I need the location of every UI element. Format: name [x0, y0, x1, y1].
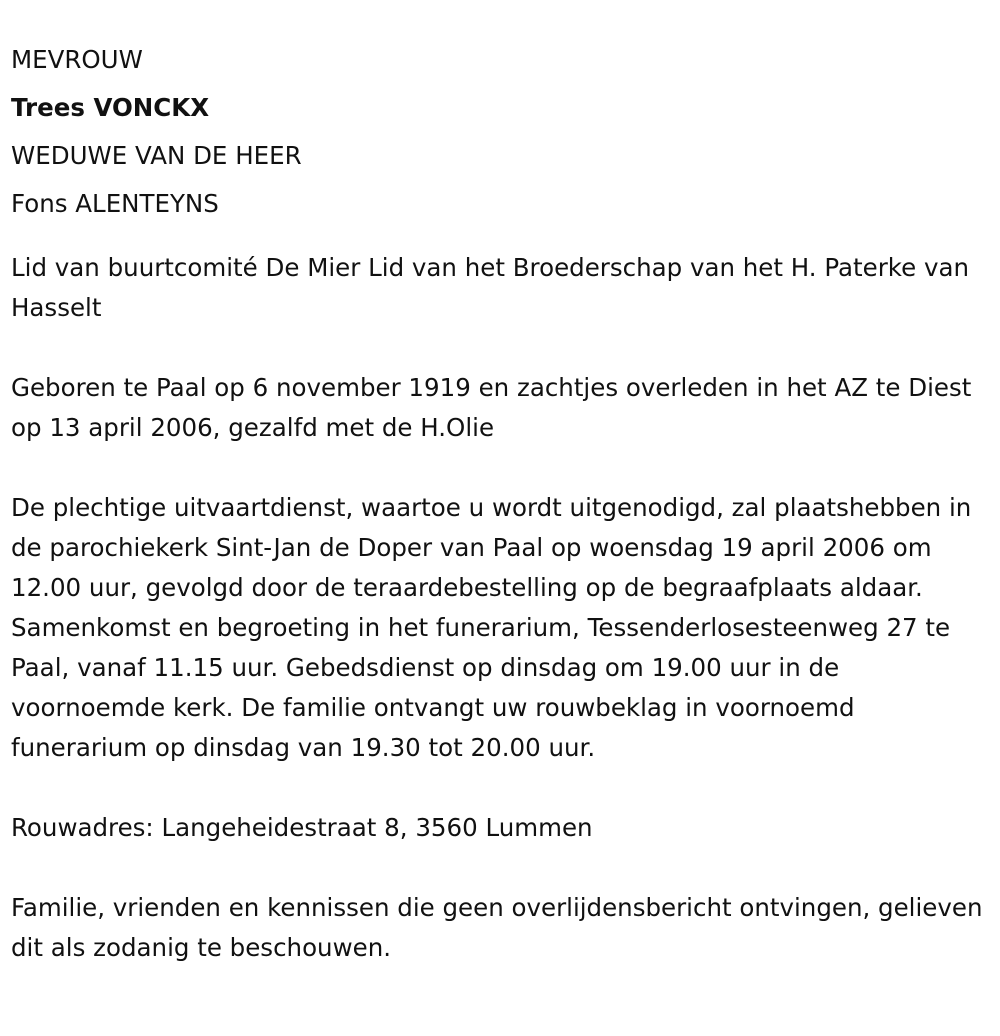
memberships-paragraph: Lid van buurtcomité De Mier Lid van het Broederschap van het H. Paterke van Hasselt: [11, 253, 970, 322]
salutation: MEVROUW: [11, 45, 143, 74]
spouse-name: Fons ALENTEYNS: [11, 189, 219, 218]
notice-paragraph: Familie, vrienden en kennissen die geen overlijdensbericht ontvingen, gelieven dit als zodanig te beschouwen.: [11, 893, 983, 962]
obituary-document: [11, 36, 996, 968]
address-paragraph: Rouwadres: Langeheidestraat 8, 3560 Lummen: [11, 813, 593, 842]
birth-death-paragraph: Geboren te Paal op 6 november 1919 en zachtjes overleden in het AZ te Diest op 13 april 2006, gezalfd met de H.Olie: [11, 373, 972, 442]
relation-line: WEDUWE VAN DE HEER: [11, 141, 302, 170]
funeral-paragraph: De plechtige uitvaartdienst, waartoe u wordt uitgenodigd, zal plaatshebben in de parochiekerk Sint-Jan de Doper van Paal op woensdag 19 april 2006 om 12.00 uur, gevolgd door de teraardebestelling op de begraafplaats aldaar. Samenkomst en begroeting in het funerarium, Tessenderlosesteenweg 27 te Paal, vanaf 11.15 uur. Gebedsdienst op dinsdag om 19.00 uur in de voornoemde kerk. De familie ontvangt uw rouwbeklag in voornoemd funerarium op dinsdag van 19.30 tot 20.00 uur.: [11, 493, 972, 762]
deceased-name: Trees VONCKX: [11, 93, 210, 122]
